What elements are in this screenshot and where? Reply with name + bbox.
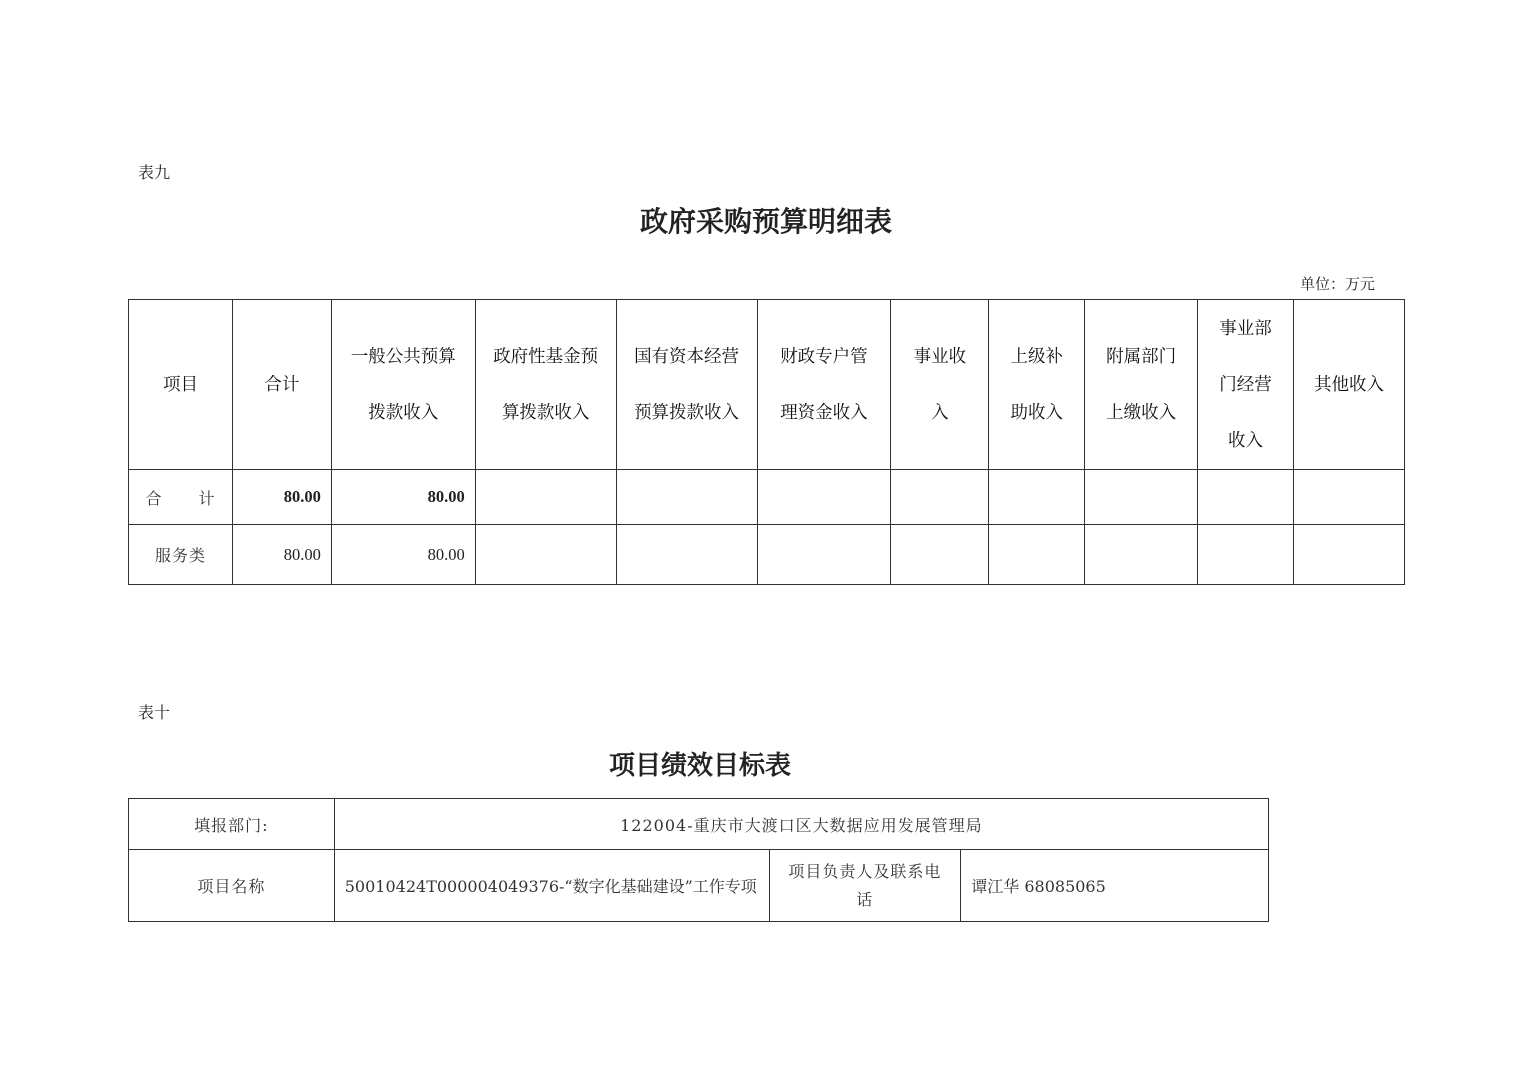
header-other-income: 其他收入 xyxy=(1294,300,1405,470)
header-business-ops: 事业部 门经营 收入 xyxy=(1198,300,1294,470)
empty-cell xyxy=(1294,470,1405,525)
header-fiscal-account: 财政专户管 理资金收入 xyxy=(757,300,891,470)
project-label: 项目名称 xyxy=(129,850,335,922)
empty-cell xyxy=(1085,525,1198,585)
table-row xyxy=(129,470,1405,525)
empty-cell xyxy=(1294,525,1405,585)
header-row xyxy=(129,300,1405,470)
header-affiliate-remit: 附属部门 上缴收入 xyxy=(1085,300,1198,470)
header-state-capital: 国有资本经营 预算拨款收入 xyxy=(616,300,757,470)
table10-label: 表十 xyxy=(138,703,171,722)
empty-cell xyxy=(891,470,989,525)
contact-label: 项目负责人及联系电 话 xyxy=(769,850,961,922)
empty-cell xyxy=(616,525,757,585)
procurement-table xyxy=(128,299,1405,585)
empty-cell xyxy=(757,470,891,525)
unit-label: 单位：万元 xyxy=(1300,275,1376,293)
dept-label: 填报部门: xyxy=(129,799,335,850)
header-general-budget: 一般公共预算 拨款收入 xyxy=(331,300,475,470)
table10-title: 项目绩效目标表 xyxy=(608,751,791,781)
table9-title: 政府采购预算明细表 xyxy=(639,205,892,238)
empty-cell xyxy=(1198,525,1294,585)
table-row xyxy=(129,525,1405,585)
header-gov-fund: 政府性基金预 算拨款收入 xyxy=(475,300,616,470)
empty-cell xyxy=(989,470,1085,525)
table-row xyxy=(129,850,1269,922)
row-general-budget: 80.00 xyxy=(331,525,475,585)
header-superior-subsidy: 上级补 助收入 xyxy=(989,300,1085,470)
row-name: 服务类 xyxy=(129,525,233,585)
empty-cell xyxy=(891,525,989,585)
performance-table xyxy=(128,798,1269,922)
empty-cell xyxy=(1085,470,1198,525)
table9-label: 表九 xyxy=(138,163,171,182)
row-total: 80.00 xyxy=(232,525,331,585)
contact-value: 谭江华 68085065 xyxy=(961,850,1269,922)
row-name: 合 计 xyxy=(129,470,233,525)
header-business-income: 事业收 入 xyxy=(891,300,989,470)
empty-cell xyxy=(475,470,616,525)
header-total: 合计 xyxy=(232,300,331,470)
row-total: 80.00 xyxy=(232,470,331,525)
project-value: 50010424T000004049376-“数字化基础建设”工作专项 xyxy=(334,850,769,922)
header-item: 项目 xyxy=(129,300,233,470)
empty-cell xyxy=(475,525,616,585)
empty-cell xyxy=(1198,470,1294,525)
dept-value: 122004-重庆市大渡口区大数据应用发展管理局 xyxy=(334,799,1268,850)
table-row xyxy=(129,799,1269,850)
empty-cell xyxy=(616,470,757,525)
empty-cell xyxy=(757,525,891,585)
empty-cell xyxy=(989,525,1085,585)
row-general-budget: 80.00 xyxy=(331,470,475,525)
